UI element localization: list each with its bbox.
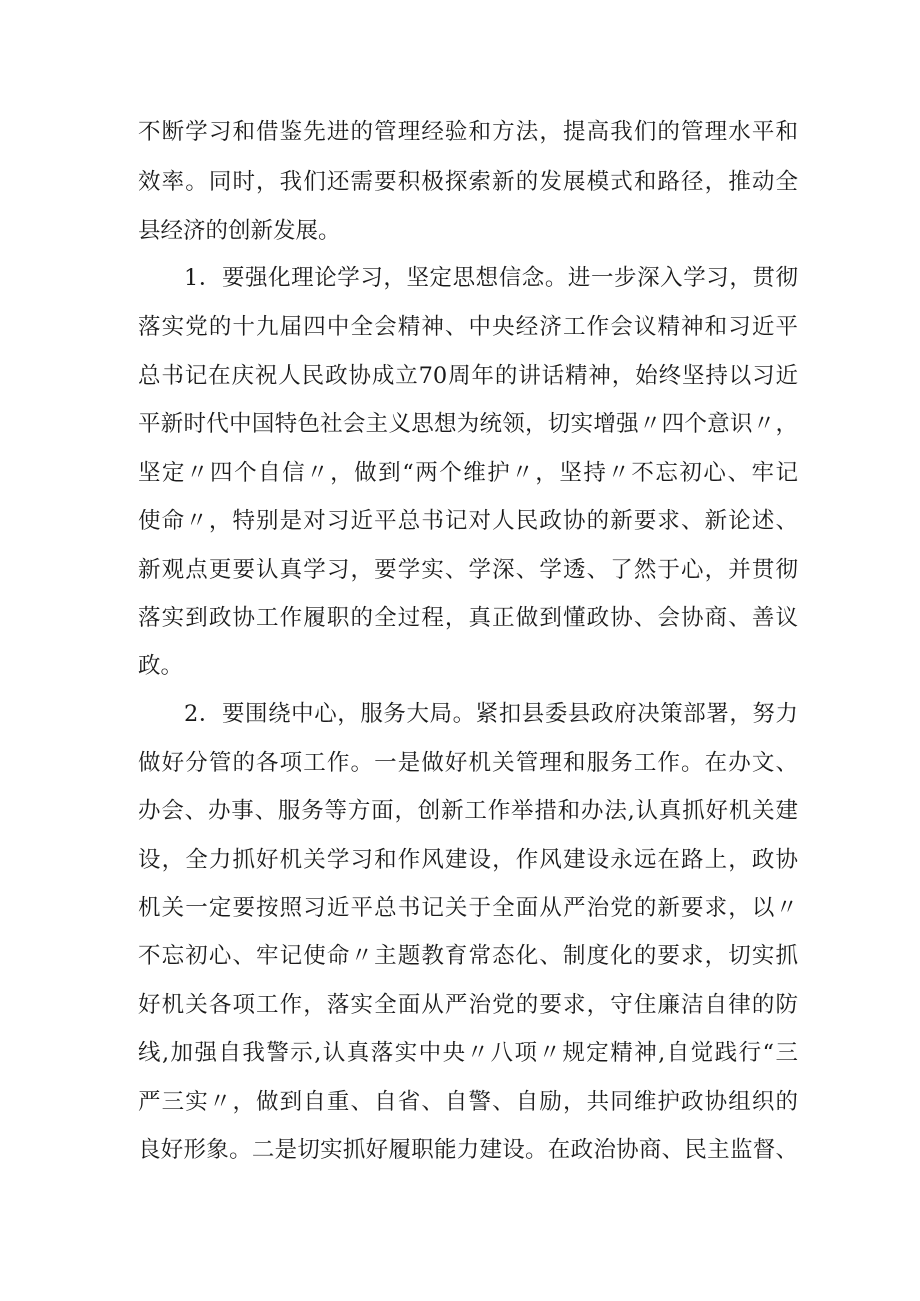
paragraph-line: 总书记在庆祝人民政协成立70周年的讲话精神，始终坚持以习近 xyxy=(138,363,798,389)
paragraph-line: 好机关各项工作，落实全面从严治党的要求，守住廉洁自律的防 xyxy=(138,992,798,1018)
paragraph-line: 落实党的十九届四中全会精神、中央经济工作会议精神和习近平 xyxy=(138,314,798,340)
paragraph-line: 机关一定要按照习近平总书记关于全面从严治党的新要求，以〃 xyxy=(138,895,798,921)
paragraph-line: 办会、办事、服务等方面，创新工作举措和办法,认真抓好机关建 xyxy=(138,798,798,824)
paragraph-line: 落实到政协工作履职的全过程，真正做到懂政协、会协商、善议 xyxy=(138,605,798,631)
paragraph-line: 新观点更要认真学习，要学实、学深、学透、了然于心，并贯彻 xyxy=(138,557,798,583)
paragraph-line: 严三实〃，做到自重、自省、自警、自励，共同维护政协组织的 xyxy=(138,1089,798,1115)
paragraph-line: 线,加强自我警示,认真落实中央〃八项〃规定精神,自觉践行“三 xyxy=(138,1040,798,1066)
paragraph-line: 效率。同时，我们还需要积极探索新的发展模式和路径，推动全 xyxy=(138,169,798,195)
paragraph-line: 不忘初心、牢记使命〃主题教育常态化、制度化的要求，切实抓 xyxy=(138,943,798,969)
paragraph-line: 良好形象。二是切实抓好履职能力建设。在政治协商、民主监督、 xyxy=(138,1137,798,1163)
paragraph-line: 2．要围绕中心，服务大局。紧扣县委县政府决策部署，努力 xyxy=(184,701,798,727)
paragraph-line: 政。 xyxy=(138,653,184,679)
paragraph-line: 1．要强化理论学习，坚定思想信念。进一步深入学习，贯彻 xyxy=(184,265,798,291)
paragraph-line: 县经济的创新发展。 xyxy=(138,218,341,244)
paragraph-line: 做好分管的各项工作。一是做好机关管理和服务工作。在办文、 xyxy=(138,750,798,776)
paragraph-line: 不断学习和借鉴先进的管理经验和方法，提高我们的管理水平和 xyxy=(138,119,798,145)
paragraph-line: 坚定〃四个自信〃，做到“两个维护〃，坚持〃不忘初心、牢记 xyxy=(138,460,798,486)
paragraph-line: 设，全力抓好机关学习和作风建设，作风建设永远在路上，政协 xyxy=(138,847,798,873)
paragraph-line: 使命〃，特别是对习近平总书记对人民政协的新要求、新论述、 xyxy=(138,508,798,534)
paragraph-line: 平新时代中国特色社会主义思想为统领，切实增强〃四个意识〃， xyxy=(138,411,798,437)
